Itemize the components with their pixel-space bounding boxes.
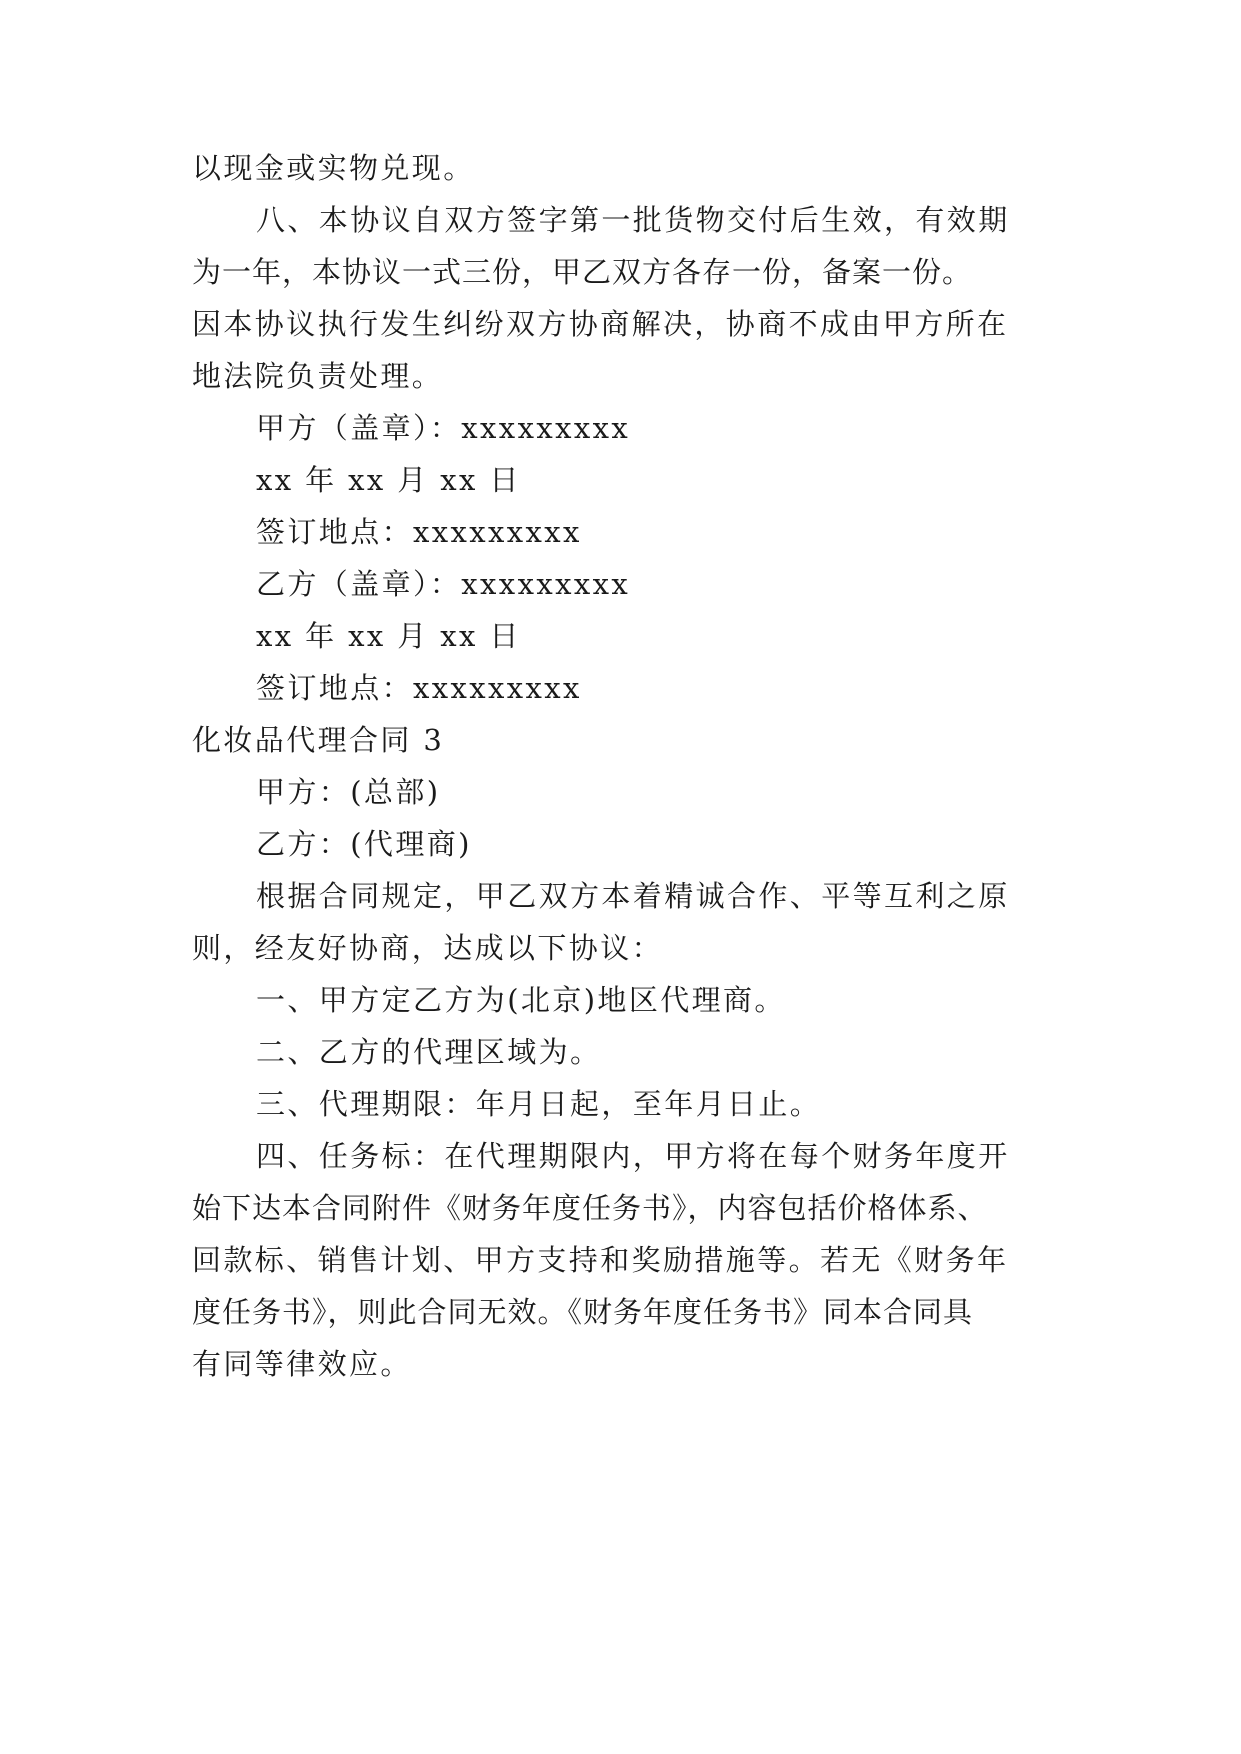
party-a-label: 甲方：(总部) bbox=[256, 775, 441, 809]
party-b-label: 乙方：(代理商) bbox=[256, 827, 472, 861]
text-line-5: 地法院负责处理。 bbox=[192, 359, 444, 393]
text-line-22: 回款标、销售计划、甲方支持和奖励措施等。若无《财务年 bbox=[192, 1243, 1009, 1277]
text-line-21: 始下达本合同附件《财务年度任务书》，内容包括价格体系、 bbox=[192, 1191, 988, 1225]
text-line-4: 因本协议执行发生纠纷双方协商解决，协商不成由甲方所在 bbox=[192, 307, 1009, 341]
party-b-date: xx 年 xx 月 xx 日 bbox=[256, 619, 521, 653]
clause-2: 二、乙方的代理区域为。 bbox=[256, 1035, 602, 1069]
party-b-seal: 乙方（盖章）：xxxxxxxxx bbox=[256, 567, 631, 601]
text-line-23: 度任务书》，则此合同无效。《财务年度任务书》同本合同具 bbox=[192, 1295, 974, 1329]
contract-title: 化妆品代理合同 3 bbox=[192, 723, 445, 757]
party-a-date: xx 年 xx 月 xx 日 bbox=[256, 463, 521, 497]
party-a-seal: 甲方（盖章）：xxxxxxxxx bbox=[256, 411, 631, 445]
text-line-3: 为一年，本协议一式三份，甲乙双方各存一份，备案一份。 bbox=[192, 255, 973, 289]
text-line-24: 有同等律效应。 bbox=[192, 1347, 412, 1381]
clause-4: 四、任务标：在代理期限内，甲方将在每个财务年度开 bbox=[256, 1139, 1010, 1173]
text-line-1: 以现金或实物兑现。 bbox=[192, 151, 475, 185]
text-line-2: 八、本协议自双方签字第一批货物交付后生效，有效期 bbox=[256, 203, 1010, 237]
party-a-location: 签订地点：xxxxxxxxx bbox=[256, 515, 582, 549]
clause-1: 一、甲方定乙方为(北京)地区代理商。 bbox=[256, 983, 786, 1017]
clause-3: 三、代理期限：年月日起，至年月日止。 bbox=[256, 1087, 822, 1121]
party-b-location: 签订地点：xxxxxxxxx bbox=[256, 671, 582, 705]
text-line-15: 根据合同规定，甲乙双方本着精诚合作、平等互利之原 bbox=[256, 879, 1010, 913]
text-line-16: 则，经友好协商，达成以下协议： bbox=[192, 931, 664, 965]
